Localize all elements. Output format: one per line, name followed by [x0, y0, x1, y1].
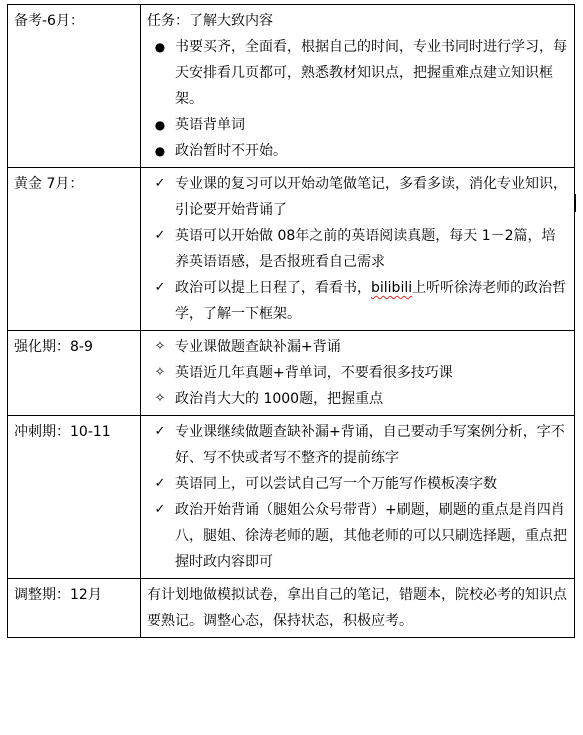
period-cell: 冲刺期：10-11: [8, 416, 141, 579]
bullet-dot-icon: ●: [154, 40, 166, 54]
content-cell: 有计划地做模拟试卷，拿出自己的笔记，错题本，院校必考的知识点要熟记。调整心态，保持状态，积极应考。: [141, 579, 575, 638]
bullet-list: [147, 34, 568, 164]
list-item: ✓ 英语可以开始做 08年之前的英语阅读真题，每天 1－2篇，培养英语语感，是否报班看自己需求: [147, 223, 568, 275]
study-plan-table: [7, 4, 575, 638]
bullet-list: [147, 334, 568, 412]
checkmark-icon: ✓: [154, 176, 166, 191]
list-item: ● 书要买齐，全面看，根据自己的时间，专业书同时进行学习，每天安排看几页都可，熟悉教材知识点，把握重难点建立知识框架。: [147, 34, 568, 112]
diamond-star-icon: ✧: [154, 339, 166, 354]
content-cell: [141, 5, 575, 168]
spellcheck-underlined-word: bilibili: [371, 280, 413, 296]
table-row: [8, 168, 575, 331]
checkmark-icon: ✓: [154, 476, 166, 491]
period-cell: 调整期：12月: [8, 579, 141, 638]
checkmark-icon: ✓: [154, 228, 166, 243]
table-row: [8, 579, 575, 638]
period-cell: 备考-6月：: [8, 5, 141, 168]
list-item: ● 英语背单词: [147, 112, 568, 138]
list-item: ✓ 政治开始背诵（腿姐公众号带背）+刷题，刷题的重点是肖四肖八，腿姐、徐涛老师的题，其他老师的可以只刷选择题，重点把握时政内容即可: [147, 497, 568, 575]
list-item: ✧ 专业课做题查缺补漏+背诵: [147, 334, 568, 360]
bullet-dot-icon: ●: [154, 144, 166, 158]
content-cell: [141, 416, 575, 579]
list-item: ✓ 政治可以提上日程了，看看书，bilibili上听听徐涛老师的政治哲学，了解一下框架。: [147, 275, 568, 327]
table-row: [8, 331, 575, 416]
bullet-list: [147, 171, 568, 327]
checkmark-icon: ✓: [154, 502, 166, 517]
table-row: [8, 416, 575, 579]
period-cell: 强化期：8-9: [8, 331, 141, 416]
list-item: ● 政治暂时不开始。: [147, 138, 568, 164]
list-item: ✓ 英语同上，可以尝试自己写一个万能写作模板凑字数: [147, 471, 568, 497]
period-cell: 黄金 7月：: [8, 168, 141, 331]
bullet-dot-icon: ●: [154, 118, 166, 132]
checkmark-icon: ✓: [154, 280, 166, 295]
checkmark-icon: ✓: [154, 424, 166, 439]
list-item: ✓ 专业课继续做题查缺补漏+背诵，自己要动手写案例分析，字不好、写不快或者写不整齐的提前练字: [147, 419, 568, 471]
content-cell: [141, 331, 575, 416]
diamond-star-icon: ✧: [154, 365, 166, 380]
bullet-list: [147, 419, 568, 575]
task-intro: 任务：了解大致内容: [147, 13, 273, 29]
table-row: [8, 5, 575, 168]
text-cursor: [575, 194, 576, 212]
list-item: ✧ 英语近几年真题+背单词，不要看很多技巧课: [147, 360, 568, 386]
list-item: ✓ 专业课的复习可以开始动笔做笔记，多看多读，消化专业知识，引论要开始背诵了: [147, 171, 568, 223]
diamond-star-icon: ✧: [154, 391, 166, 406]
list-item: ✧ 政治肖大大的 1000题，把握重点: [147, 386, 568, 412]
content-cell: [141, 168, 575, 331]
